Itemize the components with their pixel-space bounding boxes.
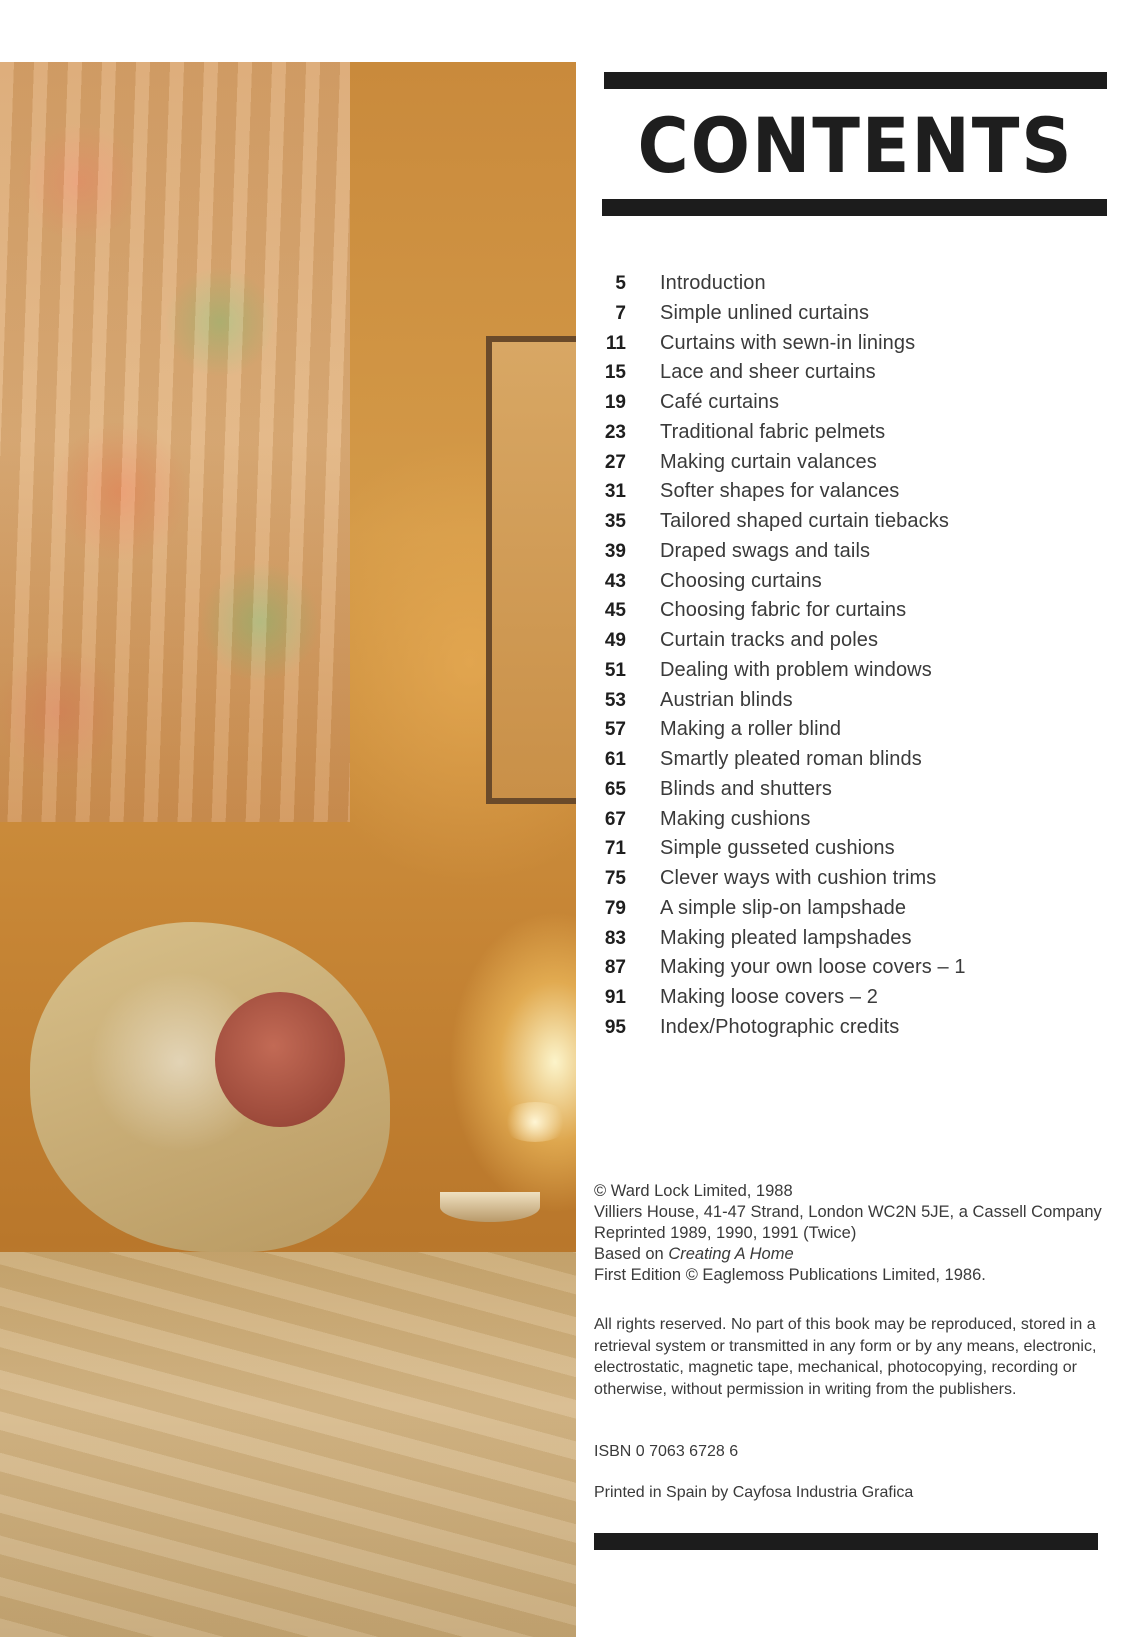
contents-chapter-title: Simple unlined curtains [660,301,870,324]
contents-page-number: 71 [604,838,626,860]
contents-entry [594,329,1114,359]
bedside-bowl [440,1192,540,1222]
contents-entry [594,1013,1114,1043]
contents-page-number: 51 [604,659,626,681]
contents-chapter-title: Making your own loose covers – 1 [660,956,966,979]
contents-page-number: 43 [604,570,626,592]
first-edition-line: First Edition © Eaglemoss Publications Limited, 1986. [594,1266,986,1284]
contents-page-number: 31 [604,481,626,503]
copyright-line: © Ward Lock Limited, 1988 [594,1182,793,1200]
based-on-title: Creating A Home [668,1245,794,1263]
contents-entry [594,775,1114,805]
contents-page-number: 87 [604,957,626,979]
contents-entry [594,269,1114,299]
contents-entry [594,537,1114,567]
contents-chapter-title: Making cushions [660,807,811,830]
contents-chapter-title: Introduction [660,272,766,294]
contents-entry [594,834,1114,864]
contents-page-number: 27 [604,451,626,473]
contents-entry [594,864,1114,894]
floral-curtain [0,62,350,822]
contents-page-number: 61 [604,749,626,770]
address-line: Villiers House, 41-47 Strand, London WC2N 5JE, a Cassell Company [594,1203,1102,1221]
contents-entry [594,894,1114,924]
contents-entry [594,656,1114,686]
contents-chapter-title: Index/Photographic credits [660,1015,900,1038]
contents-entry [594,448,1114,478]
contents-chapter-title: Café curtains [660,391,780,413]
bedroom-photo [0,62,576,1637]
lamp-glow [500,1102,570,1142]
contents-chapter-title: Making curtain valances [660,450,877,473]
picture-frame [486,336,576,804]
reprinted-line: Reprinted 1989, 1990, 1991 (Twice) [594,1224,857,1242]
contents-page-number: 7 [615,302,626,324]
title-underline-rule [602,199,1107,216]
contents-entry [594,715,1114,745]
contents-chapter-title: Traditional fabric pelmets [660,420,886,443]
contents-chapter-title: Lace and sheer curtains [660,361,876,384]
contents-entry [594,388,1114,418]
contents-chapter-title: Curtains with sewn-in linings [660,331,916,354]
bottom-rule [594,1533,1098,1550]
contents-entry [594,924,1114,954]
contents-entry [594,953,1114,983]
contents-page-number: 15 [604,362,626,384]
contents-entry [594,507,1114,537]
contents-chapter-title: Dealing with problem windows [660,658,932,681]
contents-entry [594,626,1114,656]
based-on-prefix: Based on [594,1245,669,1263]
contents-chapter-title: Softer shapes for valances [660,480,900,503]
contents-list [594,269,1114,1043]
contents-entry [594,358,1114,388]
based-on-line [594,1244,1114,1265]
printer-line: Printed in Spain by Cayfosa Industria Grafica [594,1484,914,1501]
contents-page-number: 49 [604,630,626,651]
contents-page-number: 45 [604,600,626,622]
contents-entry [594,299,1114,329]
contents-chapter-title: Making a roller blind [660,718,842,741]
contents-page-number: 5 [615,273,626,294]
contents-chapter-title: Austrian blinds [660,688,793,711]
top-rule [604,72,1107,89]
contents-page-number: 57 [604,719,626,741]
contents-chapter-title: Blinds and shutters [660,777,832,800]
contents-chapter-title: Draped swags and tails [660,539,871,562]
contents-chapter-title: Making loose covers – 2 [660,986,878,1008]
imprint-block [594,1181,1114,1286]
contents-page-number: 39 [604,540,626,562]
contents-page-number: 91 [604,987,626,1008]
contents-page-number: 67 [604,808,626,830]
contents-chapter-title: Smartly pleated roman blinds [660,748,922,770]
contents-chapter-title: Simple gusseted cushions [660,837,895,860]
contents-entry [594,983,1114,1013]
contents-entry [594,686,1114,716]
contents-chapter-title: Clever ways with cushion trims [660,867,937,889]
contents-chapter-title: A simple slip-on lampshade [660,896,907,919]
contents-chapter-title: Choosing fabric for curtains [660,599,907,622]
red-cushion [215,992,345,1127]
contents-page-number: 83 [604,927,626,949]
contents-chapter-title: Choosing curtains [660,569,822,592]
contents-page-number: 95 [604,1016,626,1038]
contents-entry [594,477,1114,507]
contents-page-number: 53 [604,689,626,711]
bedspread [0,1252,576,1637]
contents-page-number: 19 [604,392,626,413]
contents-chapter-title: Tailored shaped curtain tiebacks [660,510,949,532]
isbn: ISBN 0 7063 6728 6 [594,1443,739,1460]
contents-page-number: 23 [604,421,626,443]
contents-chapter-title: Making pleated lampshades [660,926,912,949]
contents-entry [594,567,1114,597]
contents-entry [594,805,1114,835]
contents-entry [594,596,1114,626]
contents-entry [594,418,1114,448]
rights-notice: All rights reserved. No part of this book may be reproduced, stored in a retrieval system or transmitted in any form or by any means, electronic, electrostatic, magnetic tape, mechanical, photocopying, recording or otherwise, without permission in writing from the publishers. [594,1316,1097,1398]
contents-page-number: 35 [604,511,626,532]
contents-chapter-title: Curtain tracks and poles [660,629,879,651]
contents-page-number: 65 [604,778,626,800]
contents-page-number: 11 [605,332,626,354]
contents-entry [594,745,1114,775]
page-title: CONTENTS [637,101,1074,190]
contents-page-number: 79 [604,897,626,919]
contents-page-number: 75 [604,868,626,889]
